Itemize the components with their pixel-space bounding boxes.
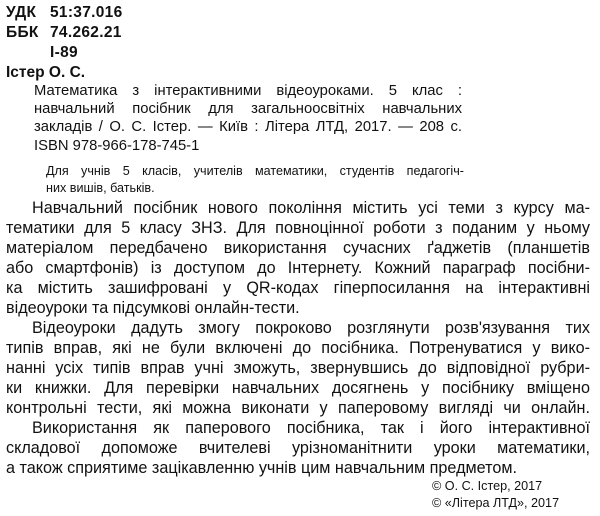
annotation-paragraph-1 bbox=[6, 198, 590, 318]
author-mark: І-89 bbox=[50, 44, 78, 61]
p1-line-6: відеоуроки та підсумкові онлайн-тести. bbox=[6, 299, 300, 317]
p2-line-5: контрольні тести, які можна виконати у паперовому вигляді чи онлайн. bbox=[6, 399, 590, 417]
bib-line-1: Математика з інтерактивними відеоуроками. 5 клас : bbox=[34, 83, 462, 99]
copyright-block bbox=[432, 478, 559, 512]
copyright-publisher: © «Літера ЛТД», 2017 bbox=[432, 496, 560, 510]
p1-line-3: матеріалом передбачено використання сучасних ґаджетів (планшетів bbox=[6, 239, 590, 257]
p2-line-3: нанні усіх типів вправ учні зможуть, звернувшись до відповідної рубри- bbox=[6, 359, 590, 377]
udk-code bbox=[6, 4, 123, 22]
p2-line-1: Відеоуроки дадуть змогу покроково розглянути розв'язування тих bbox=[32, 319, 590, 337]
bbk-label: ББК bbox=[6, 24, 39, 41]
p3-line-1: Використання як паперового посібника, так і його інтерактивної bbox=[32, 419, 590, 437]
udk-value: 51:37.016 bbox=[50, 4, 123, 21]
bib-line-3: закладів / О. С. Істер. — Київ : Літера ЛТД, 2017. — 208 с. bbox=[34, 119, 462, 135]
annotation-paragraph-2 bbox=[6, 318, 590, 418]
isbn: ISBN 978-966-178-745-1 bbox=[34, 138, 200, 154]
copyright-author: © О. С. Істер, 2017 bbox=[432, 479, 543, 493]
audience-line-2: них вишів, батьків. bbox=[46, 181, 155, 195]
p1-line-4: або смартфонів) із доступом до Інтернету. Кожний параграф посібни- bbox=[6, 259, 590, 277]
p3-line-3: а також сприятиме зацікавленню учнів цим навчальним предметом. bbox=[6, 459, 517, 477]
p1-line-5: ка містить зашифровані у QR-кодах гіперпосилання на інтерактивні bbox=[6, 279, 590, 297]
author-name: Істер О. С. bbox=[6, 64, 86, 81]
audience-line-1: Для учнів 5 класів, учителів математики, студентів педагогіч- bbox=[46, 164, 464, 178]
bbk-code bbox=[6, 24, 122, 42]
audience-note bbox=[46, 163, 464, 197]
p2-line-2: типів вправ, які не були включені до посібника. Потренуватися у вико- bbox=[6, 339, 590, 357]
p2-line-4: ки книжки. Для перевірки навчальних досягнень у посібнику вміщено bbox=[6, 379, 590, 397]
p1-line-2: тематики для 5 класу ЗНЗ. Для повноцінної роботи з поданим у ньому bbox=[6, 219, 590, 237]
p1-line-1: Навчальний посібник нового покоління містить усі теми з курсу ма- bbox=[32, 199, 590, 217]
bibliographic-description bbox=[34, 82, 462, 136]
bib-line-2: навчальний посібник для загальноосвітніх навчальних bbox=[34, 101, 462, 117]
udk-label: УДК bbox=[6, 4, 37, 21]
annotation-paragraph-3 bbox=[6, 418, 590, 478]
p3-line-2: складової допоможе вчителеві урізноманітнити уроки математики, bbox=[6, 439, 590, 457]
bbk-value: 74.262.21 bbox=[50, 24, 122, 41]
